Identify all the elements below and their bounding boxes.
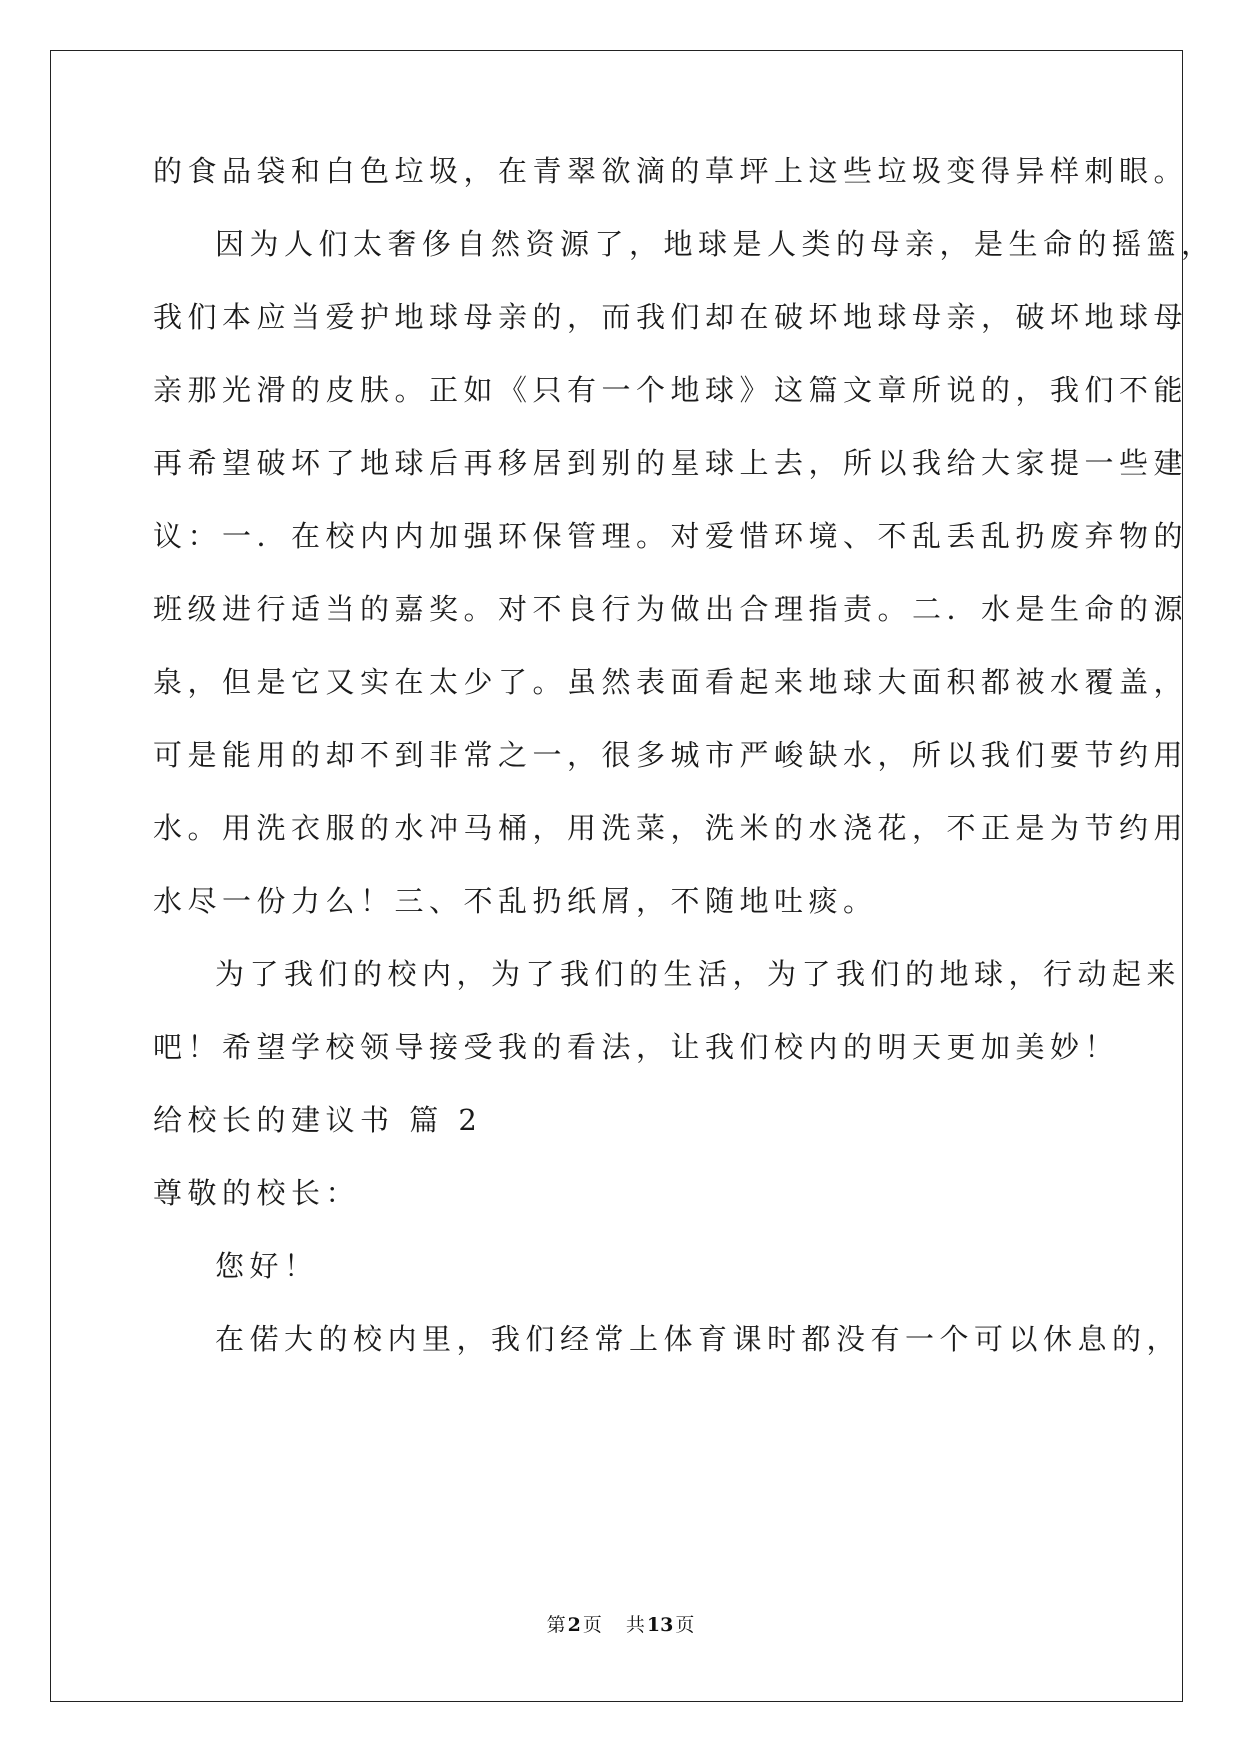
footer-prefix: 第	[546, 1614, 566, 1636]
text-line-3: 我们本应当爱护地球母亲的，而我们却在破坏地球母亲，破坏地球母	[153, 300, 1189, 334]
text-line-17: 在偌大的校内里，我们经常上体育课时都没有一个可以休息的，	[215, 1322, 1182, 1356]
footer-total-pages: 13	[646, 1614, 674, 1636]
footer-total-prefix: 共	[625, 1614, 645, 1636]
salutation: 尊敬的校长：	[153, 1176, 361, 1210]
text-line-1: 的食品袋和白色垃圾，在青翠欲滴的草坪上这些垃圾变得异样刺眼。	[153, 154, 1189, 188]
text-line-9: 可是能用的却不到非常之一，很多城市严峻缺水，所以我们要节约用	[153, 738, 1189, 772]
text-line-12: 为了我们的校内，为了我们的生活，为了我们的地球，行动起来	[215, 957, 1182, 991]
text-line-7: 班级进行适当的嘉奖。对不良行为做出合理指责。二．水是生命的源	[153, 592, 1189, 626]
text-line-6: 议：一．在校内内加强环保管理。对爱惜环境、不乱丢乱扔废弃物的	[153, 519, 1189, 553]
footer-total-suffix: 页	[675, 1614, 695, 1636]
page-border	[50, 50, 1183, 1702]
text-line-8: 泉，但是它又实在太少了。虽然表面看起来地球大面积都被水覆盖，	[153, 665, 1189, 699]
text-line-11: 水尽一份力么！三、不乱扔纸屑，不随地吐痰。	[153, 884, 878, 918]
text-line-10: 水。用洗衣服的水冲马桶，用洗菜，洗米的水浇花，不正是为节约用	[153, 811, 1189, 845]
text-line-4: 亲那光滑的皮肤。正如《只有一个地球》这篇文章所说的，我们不能	[153, 373, 1189, 407]
greeting: 您好！	[215, 1249, 319, 1283]
text-line-5: 再希望破坏了地球后再移居到别的星球上去，所以我给大家提一些建	[153, 446, 1189, 480]
text-line-2: 因为人们太奢侈自然资源了，地球是人类的母亲，是生命的摇篮，	[215, 227, 1216, 261]
footer-page-suffix: 页	[582, 1614, 602, 1636]
footer-page-number: 2	[567, 1614, 581, 1636]
page-footer	[0, 1614, 1241, 1636]
text-line-13: 吧！希望学校领导接受我的看法，让我们校内的明天更加美妙！	[153, 1030, 1120, 1064]
section-heading: 给校长的建议书 篇 2	[153, 1103, 483, 1137]
